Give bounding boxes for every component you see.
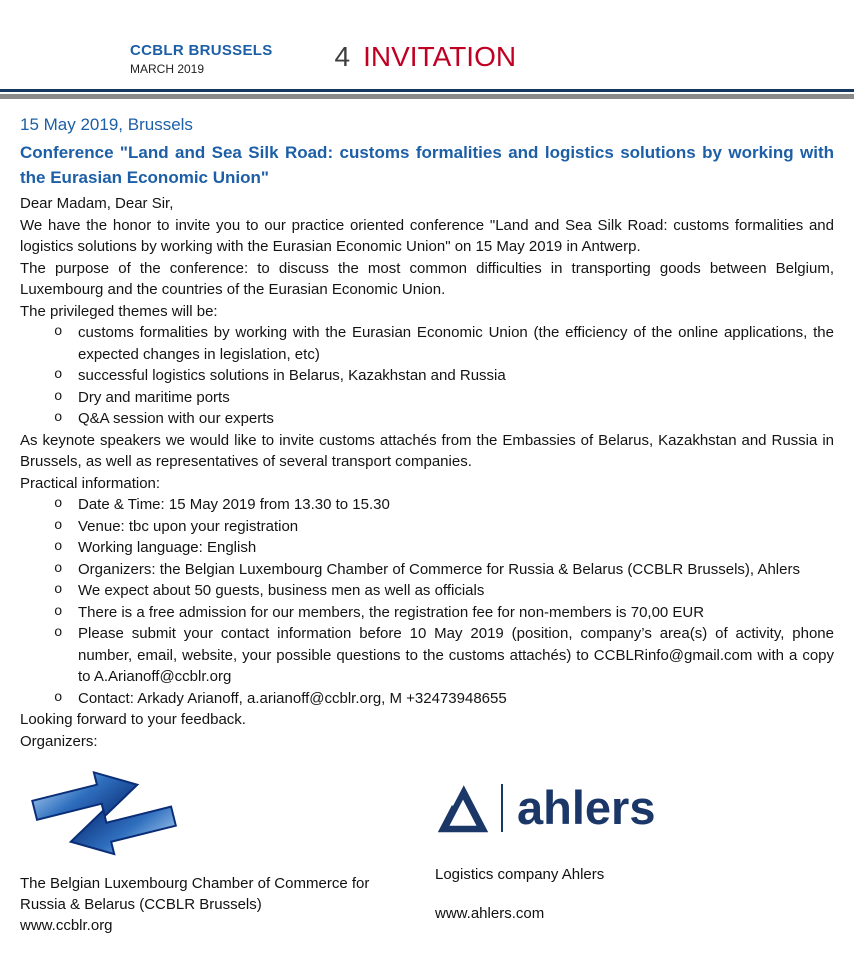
list-item-text: We expect about 50 guests, business men as well as officials [78,582,485,599]
organizer-ahlers [435,764,834,936]
newsletter-brand-block [130,42,273,76]
organizers-footer [0,752,854,936]
list-item-text: Date & Time: 15 May 2019 from 13.30 to 15.30 [78,496,390,513]
practical-intro: Practical information: [20,474,161,492]
organizer-ccblr [20,764,435,936]
header-rules [0,89,854,99]
list-item [20,365,834,387]
list-item-text: Working language: English [78,539,257,556]
conference-title: Conference "Land and Sea Silk Road: customs formalities and logistics solutions by working with the Eurasian Economic Union" [20,143,834,187]
bullet-marker: o [54,324,63,340]
list-item [20,408,834,430]
list-item-text: There is a free admission for our members, the registration fee for non-members is 70,00 EUR [78,603,705,621]
ccblr-arrows-logo [20,764,190,862]
ahlers-a-icon [435,780,491,836]
organizers-label: Organizers: [20,732,98,750]
purpose-paragraph: The purpose of the conference: to discuss the most common difficulties in transporting goods between Belgium, Luxembourg and the countries of the Eurasian Economic Union. [20,259,834,298]
bullet-marker: o [54,560,63,577]
intro-paragraph: We have the honor to invite you to our practice oriented conference "Land and Sea Silk Road: customs formalities and logistics solutions by working with the Eurasian Economic Union" on 15 May 2019 in Antwerp. [20,216,834,255]
list-item [20,494,834,516]
bullet-marker: o [54,625,63,641]
list-item-text: Q&A session with our experts [78,410,274,427]
page-number: 4 [334,41,351,72]
list-item-text: Contact: Arkady Arianoff, a.arianoff@ccblr.org, M +32473948655 [78,689,507,707]
ahlers-wordmark: ahlers [517,781,656,834]
ahlers-website: www.ahlers.com [435,905,545,922]
bullet-marker: o [54,603,63,620]
list-item [20,322,834,365]
bullet-marker: o [54,367,63,383]
header-rule-navy [0,89,854,92]
ahlers-name: Logistics company Ahlers [435,866,605,883]
closing-line: Looking forward to your feedback. [20,711,246,728]
list-item-text: Organizers: the Belgian Luxembourg Chamber of Commerce for Russia & Belarus (CCBLR Brussels), Ahlers [78,560,800,578]
masthead-title [335,42,517,72]
list-item [20,602,834,624]
newsletter-issue: MARCH 2019 [130,62,205,76]
practical-list [20,494,834,709]
list-item [20,623,834,688]
salutation: Dear Madam, Dear Sir, [20,195,174,212]
list-item-text: Please submit your contact information before 10 May 2019 (position, company’s area(s) of activity, phone number, email, website, your possible questions to the customs attachés) to CCBLRinfo@gmail.com with a copy to A.Arianoff@ccblr.org [78,625,834,685]
list-item-text: successful logistics solutions in Belarus, Kazakhstan and Russia [78,367,506,384]
list-item [20,516,834,538]
themes-list [20,322,834,430]
list-item [20,580,834,602]
list-item [20,537,834,559]
ccblr-name: The Belgian Luxembourg Chamber of Commerce for Russia & Belarus (CCBLR Brussels) [20,875,370,913]
list-item [20,688,834,710]
list-item [20,559,834,581]
bullet-marker: o [54,496,63,512]
bullet-marker: o [54,410,63,426]
list-item-text: Venue: tbc upon your registration [78,517,299,535]
list-item-text: Dry and maritime ports [78,388,230,406]
ccblr-website: www.ccblr.org [20,917,113,934]
ahlers-logo [435,778,834,838]
ahlers-logo-divider [501,784,503,832]
masthead [0,0,854,76]
themes-intro: The privileged themes will be: [20,302,218,320]
bullet-marker: o [54,689,63,706]
invitation-article [0,99,854,752]
keynote-paragraph: As keynote speakers we would like to invite customs attachés from the Embassies of Belarus, Kazakhstan and Russia in Brussels, as well as representatives of several transport companies. [20,431,834,470]
list-item-text: customs formalities by working with the Eurasian Economic Union (the efficiency of the online applications, the expected changes in legislation, etc) [78,324,834,363]
newsletter-brand: CCBLR BRUSSELS [130,42,273,59]
bullet-marker: o [54,388,63,405]
bullet-marker: o [54,539,63,555]
section-title: INVITATION [363,41,517,72]
dateline: 15 May 2019, Brussels [20,115,193,134]
bullet-marker: o [54,517,63,534]
bullet-marker: o [54,582,63,598]
list-item [20,387,834,409]
